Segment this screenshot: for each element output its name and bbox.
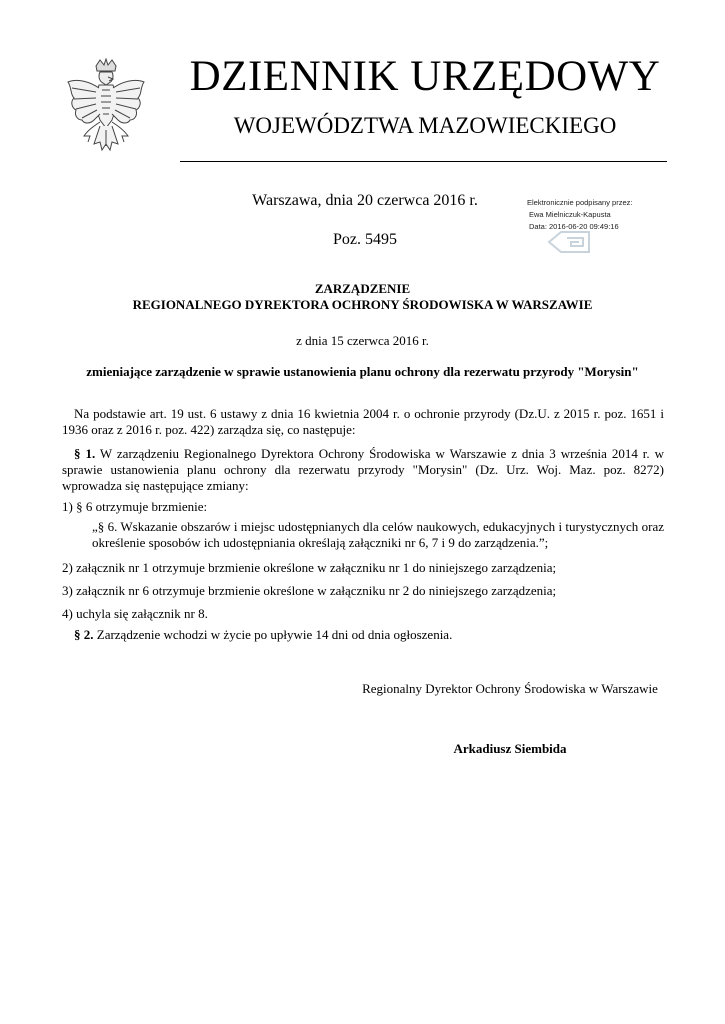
amendment-item-1-quote: „§ 6. Wskazanie obszarów i miejsc udostępnianych dla celów naukowych, edukacyjnych i turystycznych oraz określenie sposobów ich udostępniania określają załączniki nr 6, 7 i 9 do zarządzenia.”; [92,519,664,550]
journal-title: DZIENNIK URZĘDOWY [189,53,661,100]
document-subject: zmieniające zarządzenie w sprawie ustanowienia planu ochrony dla rezerwatu przyrody "Morysin" [86,364,639,379]
amendment-item-1: 1) § 6 otrzymuje brzmienie: [62,499,208,514]
signature-signer: Ewa Mielniczuk-Kapusta [529,210,611,219]
e-signature-mark-icon [545,228,597,256]
section-2-paragraph [62,627,664,643]
white-eagle-emblem-icon [62,58,150,164]
publication-position: Poz. 5495 [333,231,397,248]
document-date: z dnia 15 czerwca 2016 r. [296,333,429,348]
section-2-text: Zarządzenie wchodzi w życie po upływie 14 dni od dnia ogłoszenia. [93,627,453,642]
header-divider [180,161,667,162]
section-1-label: § 1. [74,446,96,461]
signatory-name: Arkadiusz Siembida [453,741,567,756]
document-issuer: REGIONALNEGO DYREKTORA OCHRONY ŚRODOWISKA W WARSZAWIE [132,297,593,312]
amendment-item-3: 3) załącznik nr 6 otrzymuje brzmienie określone w załączniku nr 2 do niniejszego zarządzenia; [62,583,557,598]
signatory-title: Regionalny Dyrektor Ochrony Środowiska w Warszawie [362,681,658,696]
legal-basis-paragraph: Na podstawie art. 19 ust. 6 ustawy z dnia 16 kwietnia 2004 r. o ochronie przyrody (Dz.U. z 2015 r. poz. 1651 i 1936 oraz z 2016 r. poz. 422) zarządza się, co następuje: [62,406,664,437]
signature-line-1: Elektronicznie podpisany przez: [527,198,633,207]
signature-date: Data: 2016-06-20 09:49:16 [529,222,619,231]
publication-place-date: Warszawa, dnia 20 czerwca 2016 r. [252,192,478,209]
amendment-item-2: 2) załącznik nr 1 otrzymuje brzmienie określone w załączniku nr 1 do niniejszego zarządzenia; [62,560,557,575]
section-1-paragraph [62,446,664,494]
document-type: ZARZĄDZENIE [314,281,411,296]
amendment-item-4: 4) uchyla się załącznik nr 8. [62,606,208,621]
section-2-label: § 2. [74,627,94,642]
journal-subtitle: WOJEWÓDZTWA MAZOWIECKIEGO [233,113,617,138]
electronic-signature-stamp [527,197,677,257]
section-1-text: W zarządzeniu Regionalnego Dyrektora Ochrony Środowiska w Warszawie z dnia 3 września 2014 r. w sprawie ustanowienia planu ochrony dla rezerwatu przyrody "Morysin" (Dz. Urz. Woj. Maz. poz. 8272) wprowadza się następujące zmiany: [62,446,665,493]
